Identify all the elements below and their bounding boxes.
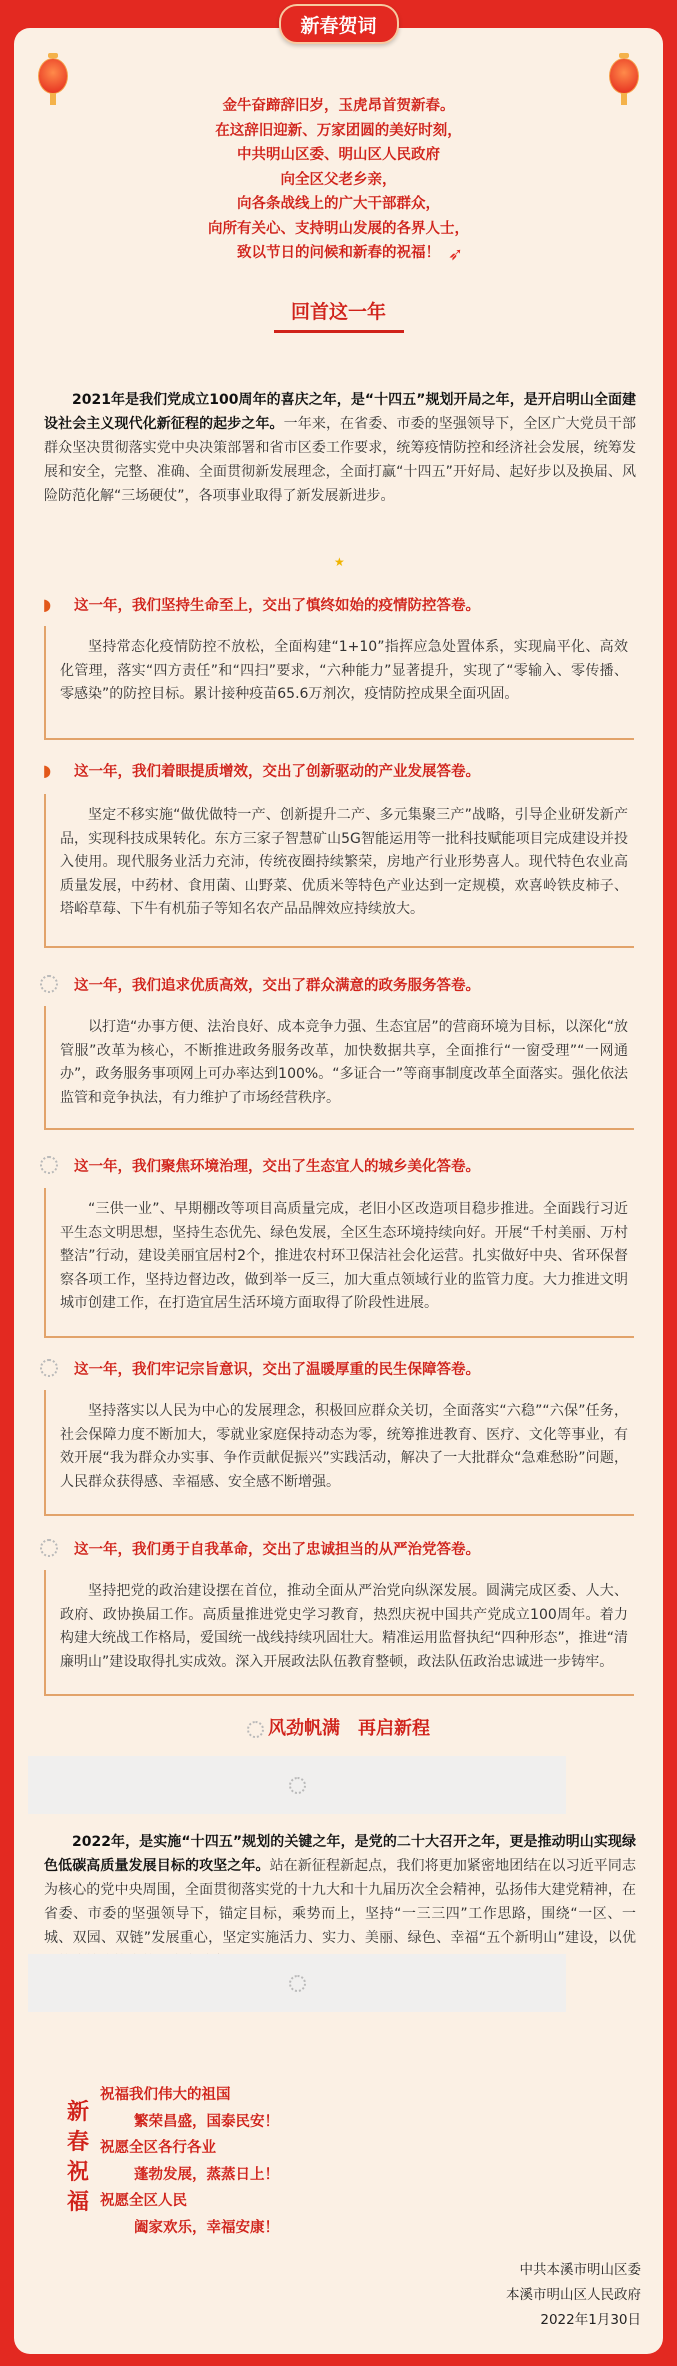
loading-icon (289, 1975, 306, 1992)
signature-org: 本溪市明山区人民政府 (506, 2287, 641, 2303)
blessing-line: 繁荣昌盛，国泰民安！ (134, 2113, 279, 2130)
blessing-title: 新春祝福 (66, 2100, 89, 2215)
greeting-line: 致以节日的问候和新春的祝福！ (237, 245, 440, 261)
loading-icon (40, 975, 58, 993)
review-intro-text: 一年来，在省委、市委的坚强领导下，全区广大党员干部群众坚决贯彻落实党中央决策部署和省市区委工作要求，统筹疫情防控和经济社会发展，统筹发展和安全，完整、准确、全面贯彻新发展理念，全面打赢“十四五”开好局、起好步以及换届、风险防范化解“三场硬仗”，各项事业取得了新发展新进步。 (44, 416, 637, 504)
section-body (44, 1188, 634, 1338)
fan-icon: ◗ (42, 594, 52, 614)
section-body (44, 1006, 634, 1130)
section-body (44, 1570, 634, 1696)
signature-date: 2022年1月30日 (540, 2312, 641, 2328)
outlook-title (14, 1714, 663, 1740)
section-heading (36, 1534, 646, 1562)
loading-icon (247, 1721, 264, 1738)
section-body (44, 1390, 634, 1516)
section-body-text: 以打造“办事方便、法治良好、成本竞争力强、生态宜居”的营商环境为目标，以深化“放管服”改革为核心，不断推进政务服务改革，加快数据共享，全面推行“一窗受理”“一网通办”，政务服务事项网上可办率达到100%。“多证合一”等商事制度改革全面落实。强化依法监管和竞争执法，有力维护了市场经营秩序。 (60, 1019, 628, 1106)
section-body (44, 794, 634, 948)
greeting-line: 向所有关心、支持明山发展的各界人士， (208, 220, 469, 237)
outlook-intro (44, 1830, 636, 1974)
image-placeholder (28, 1954, 566, 2012)
blessing-line: 祝愿全区各行各业 (100, 2140, 216, 2156)
blessing-line: 蓬勃发展，蒸蒸日上！ (134, 2166, 279, 2183)
content-card (14, 28, 663, 2354)
loading-icon (289, 1777, 306, 1794)
signature-org: 中共本溪市明山区委 (519, 2262, 641, 2278)
star-icon: ★ (334, 555, 345, 569)
outlook-title-text: 风劲帆满 再启新程 (268, 1718, 430, 1739)
loading-icon (40, 1359, 58, 1377)
review-intro-bold: 2021年是我们党成立100周年的喜庆之年，是“十四五”规划开局之年，是开启明山全面建设社会主义现代化新征程的起步之年。 (44, 392, 636, 432)
section-heading-text: 这一年，我们着眼提质增效，交出了创新驱动的产业发展答卷。 (74, 763, 480, 780)
section-heading-text: 这一年，我们追求优质高效，交出了群众满意的政务服务答卷。 (74, 977, 480, 994)
image-placeholder (28, 1756, 566, 1814)
fan-icon: ◗ (42, 760, 52, 780)
greeting-line: 中共明山区委、明山区人民政府 (237, 147, 440, 163)
section-heading (36, 1151, 646, 1179)
blessing-line: 祝愿全区人民 (100, 2193, 187, 2209)
blessing-lines (100, 2082, 400, 2241)
review-title (274, 296, 404, 333)
lantern-icon (609, 58, 639, 94)
outlook-intro-bold: 2022年，是实施“十四五”规划的关键之年，是党的二十大召开之年，更是推动明山实现绿色低碳高质量发展目标的攻坚之年。 (44, 1834, 636, 1874)
firecracker-icon: ➶ (448, 244, 464, 265)
loading-icon (40, 1156, 58, 1174)
section-body-text: “三供一业”、早期棚改等项目高质量完成，老旧小区改造项目稳步推进。全面践行习近平生态文明思想，坚持生态优先、绿色发展，全区生态环境持续向好。开展“千村美丽、万村整洁”行动，建设美丽宜居村2个，推进农村环卫保洁社会化运营。扎实做好中央、省环保督察各项工作，坚持边督边改，做到举一反三，加大重点领域行业的监管力度。大力推进文明城市创建工作，在打造宜居生活环境方面取得了阶段性进展。 (60, 1201, 628, 1311)
blessing-line: 阖家欢乐，幸福安康！ (134, 2219, 279, 2236)
section-heading-text: 这一年，我们坚持生命至上，交出了慎终如始的疫情防控答卷。 (74, 597, 480, 614)
section-body (44, 626, 634, 740)
loading-icon (40, 1539, 58, 1557)
review-title-text: 回首这一年 (290, 301, 386, 323)
section-body-text: 坚定不移实施“做优做特一产、创新提升二产、多元集聚三产”战略，引导企业研发新产品，实现科技成果转化。东方三家子智慧矿山5G智能运用等一批科技赋能项目完成建设并投入使用。现代服务业活力充沛，传统夜圈持续繁荣，房地产行业形势喜人。现代特色农业高质量发展，中药材、食用菌、山野菜、优质米等特色产业达到一定规模，欢喜岭铁皮柿子、塔峪草莓、下牛有机茄子等知名农产品品牌效应持续放大。 (60, 807, 628, 917)
greeting-line: 向全区父老乡亲， (280, 171, 397, 188)
section-heading-text: 这一年，我们勇于自我革命，交出了忠诚担当的从严治党答卷。 (74, 1541, 480, 1558)
greeting-block (14, 94, 663, 266)
outlook-intro-text: 站在新征程新起点，我们将更加紧密地团结在以习近平同志为核心的党中央周围，全面贯彻落实党的十九大和十九届历次全会精神，弘扬伟大建党精神，在省委、市委的坚强领导下，锚定目标，乘势而上，坚持“一三三四”工作思路，围绕“一区、一城、双园、双链”发展重心，坚定实施活力、实力、美丽、绿色、幸福“五个新明山”建设，以优 (44, 1858, 637, 1946)
greeting-line: 向各条战线上的广大干部群众， (237, 196, 440, 212)
lantern-icon (38, 58, 68, 94)
greeting-line: 金牛奋蹄辞旧岁，玉虎昂首贺新春。 (222, 98, 455, 114)
section-heading (36, 756, 646, 784)
section-heading-text: 这一年，我们牢记宗旨意识，交出了温暖厚重的民生保障答卷。 (74, 1361, 480, 1378)
signature (506, 2258, 641, 2333)
page-title: 新春贺词 (279, 4, 399, 44)
section-body-text: 坚持把党的政治建设摆在首位，推动全面从严治党向纵深发展。圆满完成区委、人大、政府、政协换届工作。高质量推进党史学习教育，热烈庆祝中国共产党成立100周年。着力构建大统战工作格局，爱国统一战线持续巩固壮大。精准运用监督执纪“四种形态”，推进“清廉明山”建设取得扎实成效。深入开展政法队伍教育整顿，政法队伍政治忠诚进一步铸牢。 (60, 1583, 628, 1670)
review-intro (44, 388, 636, 508)
section-heading (36, 1354, 646, 1382)
section-body-text: 坚持落实以人民为中心的发展理念，积极回应群众关切，全面落实“六稳”“六保”任务，社会保障力度不断加大，零就业家庭保持动态为零，统筹推进教育、医疗、文化等事业，有效开展“我为群众办实事、争作贡献促振兴”实践活动，解决了一大批群众“急难愁盼”问题，人民群众获得感、幸福感、安全感不断增强。 (60, 1403, 628, 1490)
section-heading (36, 590, 646, 618)
section-heading (36, 970, 646, 998)
section-heading-text: 这一年，我们聚焦环境治理，交出了生态宜人的城乡美化答卷。 (74, 1158, 480, 1175)
blessing-line: 祝福我们伟大的祖国 (100, 2087, 231, 2103)
greeting-line: 在这辞旧迎新、万家团圆的美好时刻， (215, 122, 462, 139)
section-body-text: 坚持常态化疫情防控不放松，全面构建“1+10”指挥应急处置体系，实现扁平化、高效化管理，落实“四方责任”和“四扫”要求，“六种能力”显著提升，实现了“零输入、零传播、零感染”的防控目标。累计接种疫苗65.6万剂次，疫情防控成果全面巩固。 (60, 639, 628, 702)
